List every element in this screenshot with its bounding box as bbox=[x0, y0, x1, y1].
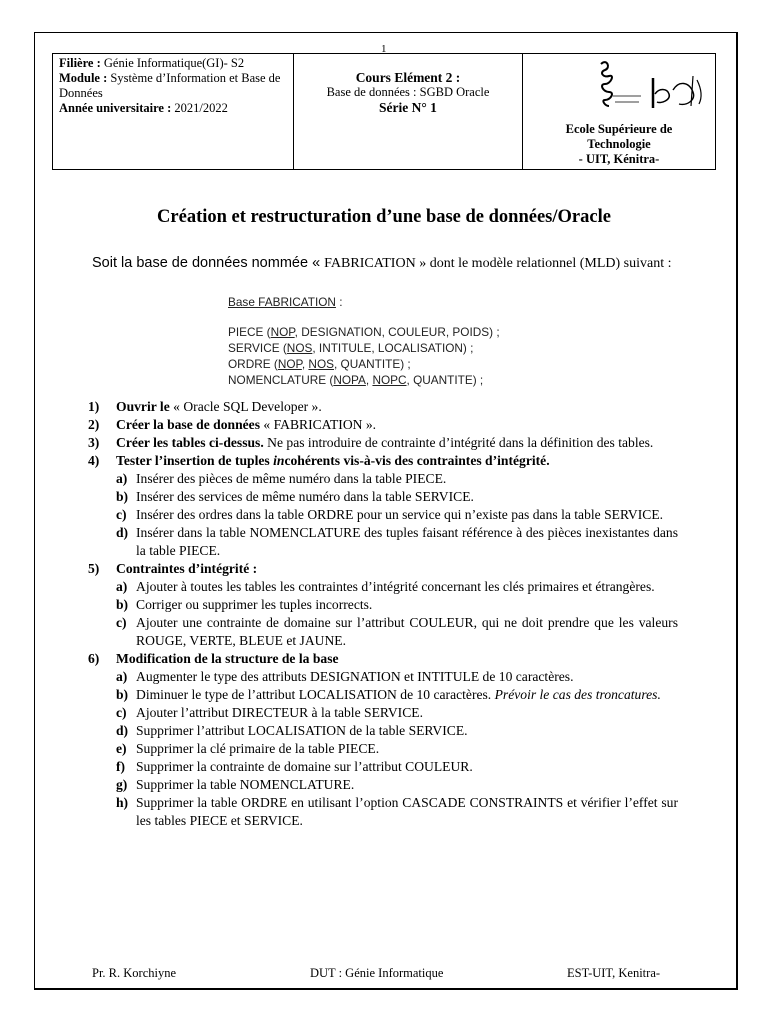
header-table bbox=[52, 53, 716, 170]
school-line-2: Technologie bbox=[587, 137, 651, 151]
filiere-value: Génie Informatique(GI)- S2 bbox=[100, 56, 245, 70]
sub-item-6g: g) Supprimer la table NOMENCLATURE. bbox=[116, 777, 355, 792]
sub-item-6a: a) Augmenter le type des attributs DESIGNATION et INTITULE de 10 caractères. bbox=[116, 669, 574, 684]
schema-base-suffix: : bbox=[335, 295, 343, 309]
sub-item-4b: b) Insérer des services de même numéro dans la table SERVICE. bbox=[116, 489, 474, 504]
sub-item-6h: h) Supprimer la table ORDRE en utilisant l’option CASCADE CONSTRAINTS et vérifier l’effet sur les tables PIECE et SERVICE. bbox=[116, 795, 678, 828]
sub-item-4c: c) Insérer des ordres dans la table ORDRE pour un service qui n’existe pas dans la table SERVICE. bbox=[116, 507, 664, 522]
module-value: Système d’Information et Base de Données bbox=[59, 71, 281, 100]
annee-value: 2021/2022 bbox=[171, 101, 228, 115]
sub-item-6e: e) Supprimer la clé primaire de la table PIECE. bbox=[116, 741, 380, 756]
intro-db-name: FABRICATION bbox=[324, 256, 416, 271]
intro-part1: Soit la base de données nommée « bbox=[92, 255, 325, 271]
relational-schema bbox=[228, 294, 500, 388]
header-course-title bbox=[294, 54, 523, 170]
sub-item-6d: d) Supprimer l’attribut LOCALISATION de la table SERVICE. bbox=[116, 723, 468, 738]
document-title: Création et restructuration d’une base de données/Oracle bbox=[157, 207, 611, 227]
exercise-item-5: 5) Contraintes d’intégrité : bbox=[88, 561, 258, 576]
intro-paragraph bbox=[92, 254, 692, 273]
annee-label: Année universitaire : bbox=[59, 101, 172, 115]
exercise-item-1: 1) Ouvrir le « Oracle SQL Developer ». bbox=[88, 399, 322, 414]
exercise-item-3: 3) Créer les tables ci-dessus. Ne pas introduire de contrainte d’intégrité dans la définition des tables. bbox=[88, 435, 654, 450]
serie-number: Série N° 1 bbox=[379, 100, 437, 115]
filiere-label: Filière : bbox=[59, 56, 101, 70]
header-course-info bbox=[53, 54, 294, 170]
module-label: Module : bbox=[59, 71, 108, 85]
university-logo bbox=[593, 56, 713, 118]
cours-subtitle: Base de données : SGBD Oracle bbox=[326, 85, 490, 99]
exercise-item-4: 4) Tester l’insertion de tuples incohérents vis-à-vis des contraintes d’intégrité. bbox=[88, 453, 550, 468]
footer-author: Pr. R. Korchiyne bbox=[92, 966, 177, 980]
sub-item-5b: b) Corriger ou supprimer les tuples incorrects. bbox=[116, 597, 373, 612]
intro-part2: » dont le modèle relationnel (MLD) suivant : bbox=[415, 256, 672, 271]
relation-ordre: ORDRE (NOP, NOS, QUANTITE) ; bbox=[228, 357, 411, 371]
school-line-1: Ecole Supérieure de bbox=[565, 122, 673, 136]
relation-piece: PIECE (NOP, DESIGNATION, COULEUR, POIDS) ; bbox=[228, 325, 500, 339]
sub-item-6c: c) Ajouter l’attribut DIRECTEUR à la table SERVICE. bbox=[116, 705, 423, 720]
page-number: 1 bbox=[381, 43, 387, 55]
header-school bbox=[523, 54, 716, 170]
footer-program: DUT : Génie Informatique bbox=[310, 966, 444, 980]
relation-nomenclature: NOMENCLATURE (NOPA, NOPC, QUANTITE) ; bbox=[228, 373, 484, 387]
schema-base-name: Base FABRICATION bbox=[228, 295, 336, 309]
school-name bbox=[523, 122, 715, 167]
sub-item-6b: b) Diminuer le type de l’attribut LOCALISATION de 10 caractères. Prévoir le cas des troncatures. bbox=[116, 687, 661, 702]
sub-item-5c: c) Ajouter une contrainte de domaine sur l’attribut COULEUR, qui ne doit prendre que les valeurs ROUGE, VERTE, BLEUE et JAUNE. bbox=[116, 615, 678, 648]
sub-item-6f: f) Supprimer la contrainte de domaine sur l’attribut COULEUR. bbox=[116, 759, 473, 774]
exercise-item-2: 2) Créer la base de données « FABRICATION ». bbox=[88, 417, 377, 432]
cours-element: Cours Elément 2 : bbox=[355, 70, 461, 85]
footer-school: EST-UIT, Kenitra- bbox=[567, 966, 661, 980]
exercise-item-6: 6) Modification de la structure de la base bbox=[88, 651, 339, 666]
sub-item-5a: a) Ajouter à toutes les tables les contraintes d’intégrité concernant les clés primaires et étrangères. bbox=[116, 579, 655, 594]
exercise-list bbox=[88, 398, 678, 830]
relation-service: SERVICE (NOS, INTITULE, LOCALISATION) ; bbox=[228, 341, 474, 355]
sub-item-4a: a) Insérer des pièces de même numéro dans la table PIECE. bbox=[116, 471, 447, 486]
sub-item-4d: d) Insérer dans la table NOMENCLATURE des tuples faisant référence à des pièces inexistantes dans la table PIECE. bbox=[116, 525, 678, 558]
school-line-3: - UIT, Kénitra- bbox=[578, 152, 660, 166]
